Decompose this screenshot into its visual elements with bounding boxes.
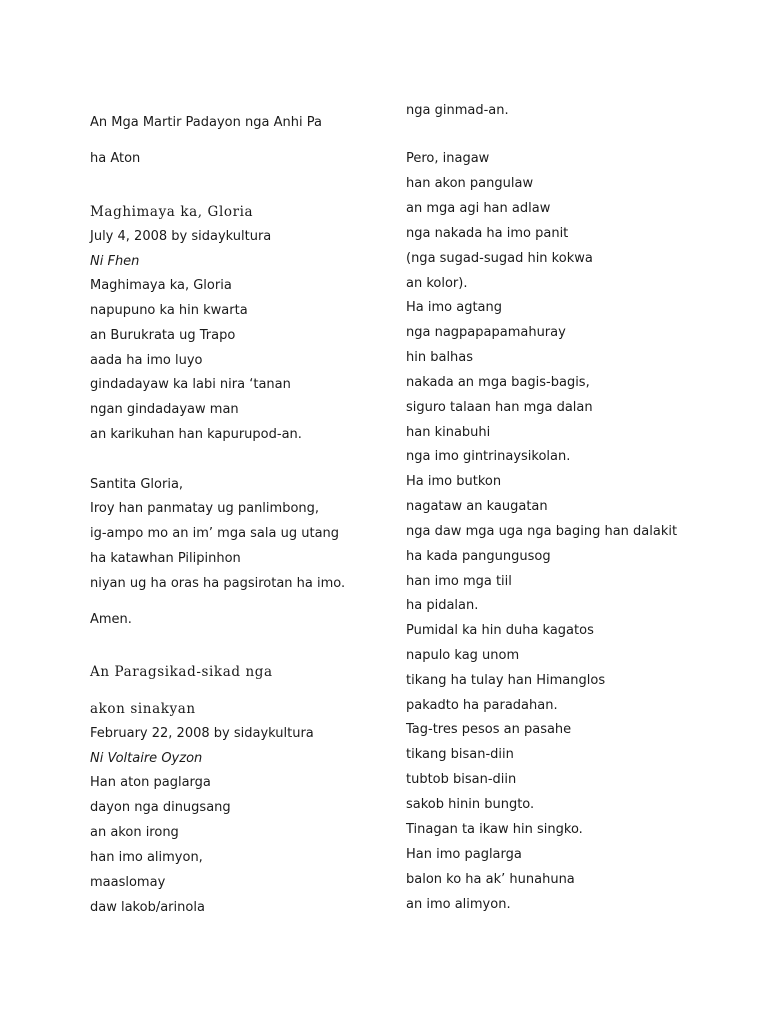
poem-line: hin balhas <box>406 350 474 365</box>
poem-line: ngan gindadayaw man <box>90 402 239 417</box>
poem-line: ha pidalan. <box>406 598 479 613</box>
poem-line: Pumidal ka hin duha kagatos <box>406 623 594 638</box>
poem-line: napulo kag unom <box>406 648 520 663</box>
poem-1-closing: Amen. <box>90 612 132 627</box>
poem-line: Santita Gloria, <box>90 477 184 492</box>
poem-line: nagataw an kaugatan <box>406 499 548 514</box>
poem-2-heading-line-2: akon sinakyan <box>90 701 196 717</box>
poem-line: pakadto ha paradahan. <box>406 698 558 713</box>
poem-line: tubtob bisan-diin <box>406 772 517 787</box>
poem-line: ig-ampo mo an im’ mga sala ug utang <box>90 526 340 541</box>
poem-1-byline: July 4, 2008 by sidaykultura <box>90 229 272 244</box>
poem-line: gindadayaw ka labi nira ‘tanan <box>90 377 291 392</box>
poem-line: nga daw mga uga nga baging han dalakit <box>406 524 678 539</box>
collection-title-line-2: ha Aton <box>90 151 141 166</box>
poem-line: an akon irong <box>90 825 179 840</box>
poem-1-heading: Maghimaya ka, Gloria <box>90 204 254 220</box>
poem-line: nakada an mga bagis-bagis, <box>406 375 590 390</box>
poem-line: ha katawhan Pilipinhon <box>90 551 241 566</box>
collection-title-line-1: An Mga Martir Padayon nga Anhi Pa <box>90 115 322 130</box>
poem-line: Ha imo butkon <box>406 474 502 489</box>
poem-line: an kolor). <box>406 276 468 291</box>
poem-line: balon ko ha ak’ hunahuna <box>406 872 575 887</box>
poem-line: aada ha imo luyo <box>90 353 203 368</box>
poem-line: sakob hinin bungto. <box>406 797 535 812</box>
poem-line: (nga sugad-sugad hin kokwa <box>406 251 593 266</box>
poem-2-heading-line-1: An Paragsikad-sikad nga <box>90 664 273 680</box>
poem-line: ha kada pangungusog <box>406 549 551 564</box>
poem-line: tikang ha tulay han Himanglos <box>406 673 606 688</box>
poem-line: Ha imo agtang <box>406 300 503 315</box>
poem-line: han kinabuhi <box>406 425 491 440</box>
poem-line: an karikuhan han kapurupod-an. <box>90 427 302 442</box>
poem-line: napupuno ka hin kwarta <box>90 303 248 318</box>
poem-line: nga imo gintrinaysikolan. <box>406 449 571 464</box>
poem-line: nga nagpapapamahuray <box>406 325 566 340</box>
poem-line: siguro talaan han mga dalan <box>406 400 593 415</box>
poem-line: han akon pangulaw <box>406 176 534 191</box>
poem-line: dayon nga dinugsang <box>90 800 231 815</box>
poem-line: an Burukrata ug Trapo <box>90 328 236 343</box>
poem-line: han imo mga tiil <box>406 574 512 589</box>
poem-2-byline: February 22, 2008 by sidaykultura <box>90 726 314 741</box>
poem-line: nga ginmad-an. <box>406 103 509 118</box>
poem-line: Han aton paglarga <box>90 775 211 790</box>
poem-line: niyan ug ha oras ha pagsirotan ha imo. <box>90 576 346 591</box>
poem-line: Pero, inagaw <box>406 151 490 166</box>
poem-line: maaslomay <box>90 875 166 890</box>
poem-line: an mga agi han adlaw <box>406 201 551 216</box>
poem-line: Maghimaya ka, Gloria <box>90 278 232 293</box>
poem-line: Iroy han panmatay ug panlimbong, <box>90 501 320 516</box>
poem-line: tikang bisan-diin <box>406 747 514 762</box>
poem-line: Han imo paglarga <box>406 847 522 862</box>
poem-line: Tinagan ta ikaw hin singko. <box>406 822 583 837</box>
poem-1-author: Ni Fhen <box>90 254 140 269</box>
poem-line: han imo alimyon, <box>90 850 203 865</box>
poem-line: daw lakob/arinola <box>90 900 205 915</box>
poem-2-author: Ni Voltaire Oyzon <box>90 751 203 766</box>
poem-line: an imo alimyon. <box>406 897 511 912</box>
poem-line: Tag-tres pesos an pasahe <box>406 722 572 737</box>
poem-line: nga nakada ha imo panit <box>406 226 569 241</box>
